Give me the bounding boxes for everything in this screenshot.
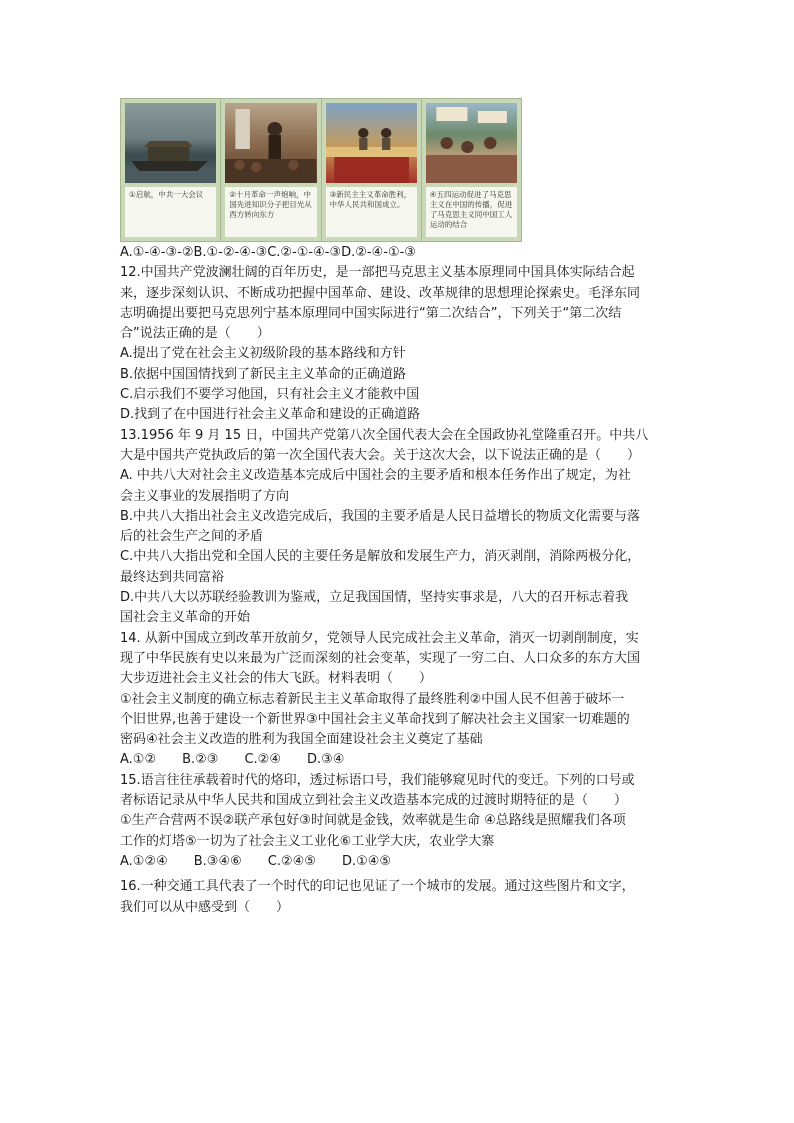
q13-stem-line-2: 大是中国共产党执政后的第一次全国代表大会。关于这次大会，以下说法正确的是（ ） [120,447,641,463]
q16-stem-line-1: 16.一种交通工具代表了一个时代的印记也见证了一个城市的发展。通过这些图片和文字， [120,879,635,895]
q14-items-line-2: 个旧世界,也善于建设一个新世界③中国社会主义革命找到了解决社会主义国家一切难题的 [120,711,630,727]
q16-stem-line-2: 我们可以从中感受到（ ） [120,899,290,915]
caption-3: ③新民主主义革命胜利，中华人民共和国成立。 [326,187,417,237]
q14-options: A.①② B.②③ C.②④ D.③④ [120,752,345,768]
q12-stem-line-4: 合”说法正确的是（ ） [120,326,270,342]
q13-option-c-line-1: C.中共八大指出党和全国人民的主要任务是解放和发展生产力，消灭剥削，消除两极分化， [120,549,641,565]
founding-ceremony-image [326,103,417,183]
q13-option-d-line-2: 国社会主义革命的开始 [120,610,251,626]
q15-items-line-2: 工作的灯塔⑤一切为了社会主义工业化⑥工业学大庆，农业学大寨 [120,833,495,849]
q13-option-b-line-1: B.中共八大指出社会主义改造完成后，我国的主要矛盾是人民日益增长的物质文化需要与落 [120,508,641,524]
image-card-4 [422,99,521,241]
q11-options: A.①-④-③-②B.①-②-④-③C.②-①-④-③D.②-④-①-③ [120,245,416,260]
caption-4: ④五四运动促进了马克思主义在中国的传播，促进了马克思主义同中国工人运动的结合 [426,187,517,237]
q12-option-b: B.依据中国国情找到了新民主主义革命的正确道路 [120,366,407,382]
q13-option-a-line-2: 会主义事业的发展指明了方向 [120,488,290,504]
caption-2: ②十月革命一声炮响，中国先进知识分子把目光从西方转向东方 [225,187,316,237]
q13-option-a-line-1: A. 中共八大对社会主义改造基本完成后中国社会的主要矛盾和根本任务作出了规定，为社 [120,468,631,484]
question-text [120,243,680,918]
q14-stem-line-3: 大步迈进社会主义社会的伟大飞跃。材料表明（ ） [120,671,433,687]
image-card-1 [121,99,221,241]
q15-options: A.①②④ B.③④⑥ C.②④⑤ D.①④⑤ [120,853,392,869]
caption-1: ①启航，中共一大会议 [125,187,216,237]
may-fourth-image [426,103,517,183]
q13-option-b-line-2: 后的社会生产之间的矛盾 [120,529,264,545]
q12-stem-line-3: 志明确提出要把马克思列宁基本原理同中国实际进行“第二次结合”，下列关于“第二次结 [120,305,622,321]
q15-stem-line-1: 15.语言往往承载着时代的烙印，透过标语口号，我们能够窥见时代的变迁。下列的口号或 [120,772,635,788]
q14-items-line-1: ①社会主义制度的确立标志着新民主主义革命取得了最终胜利②中国人民不但善于破坏一 [120,691,625,707]
q12-stem-line-2: 来，逐步深刻认识、不断成功把握中国革命、建设、改革规律的思想理论探索史。毛泽东同 [120,285,641,301]
q13-option-c-line-2: 最终达到共同富裕 [120,569,225,585]
q13-option-d-line-1: D.中共八大以苏联经验教训为鉴戒，立足我国国情，坚持实事求是，八大的召开标志着我 [120,590,629,606]
boat-meeting-image [125,103,216,183]
q12-stem-line-1: 12.中国共产党波澜壮阔的百年历史，是一部把马克思主义基本原理同中国具体实际结合起 [120,265,635,281]
q12-option-d: D.找到了在中国进行社会主义革命和建设的正确道路 [120,407,421,423]
q12-option-c: C.启示我们不要学习他国，只有社会主义才能救中国 [120,387,420,403]
image-card-2 [221,99,321,241]
history-image-strip [120,98,522,242]
q15-stem-line-2: 者标语记录从中华人民共和国成立到社会主义改造基本完成的过渡时期特征的是（ ） [120,793,628,809]
q13-stem-line-1: 13.1956 年 9 月 15 日，中国共产党第八次全国代表大会在全国政协礼堂隆重召开。中共八 [120,427,649,443]
q14-stem-line-2: 现了中华民族有史以来最为广泛而深刻的社会变革，实现了一穷二白、人口众多的东方大国 [120,650,641,666]
q15-items-line-1: ①生产合营两不误②联产承包好③时间就是金钱，效率就是生命 ④总路线是照耀我们各项 [120,813,626,829]
q14-stem-line-1: 14. 从新中国成立到改革开放前夕，党领导人民完成社会主义革命，消灭一切剥削制度，实 [120,630,639,646]
october-revolution-image [225,103,316,183]
q12-option-a: A.提出了党在社会主义初级阶段的基本路线和方针 [120,346,406,362]
q14-items-line-3: 密码④社会主义改造的胜利为我国全面建设社会主义奠定了基础 [120,732,483,748]
image-card-3 [322,99,422,241]
